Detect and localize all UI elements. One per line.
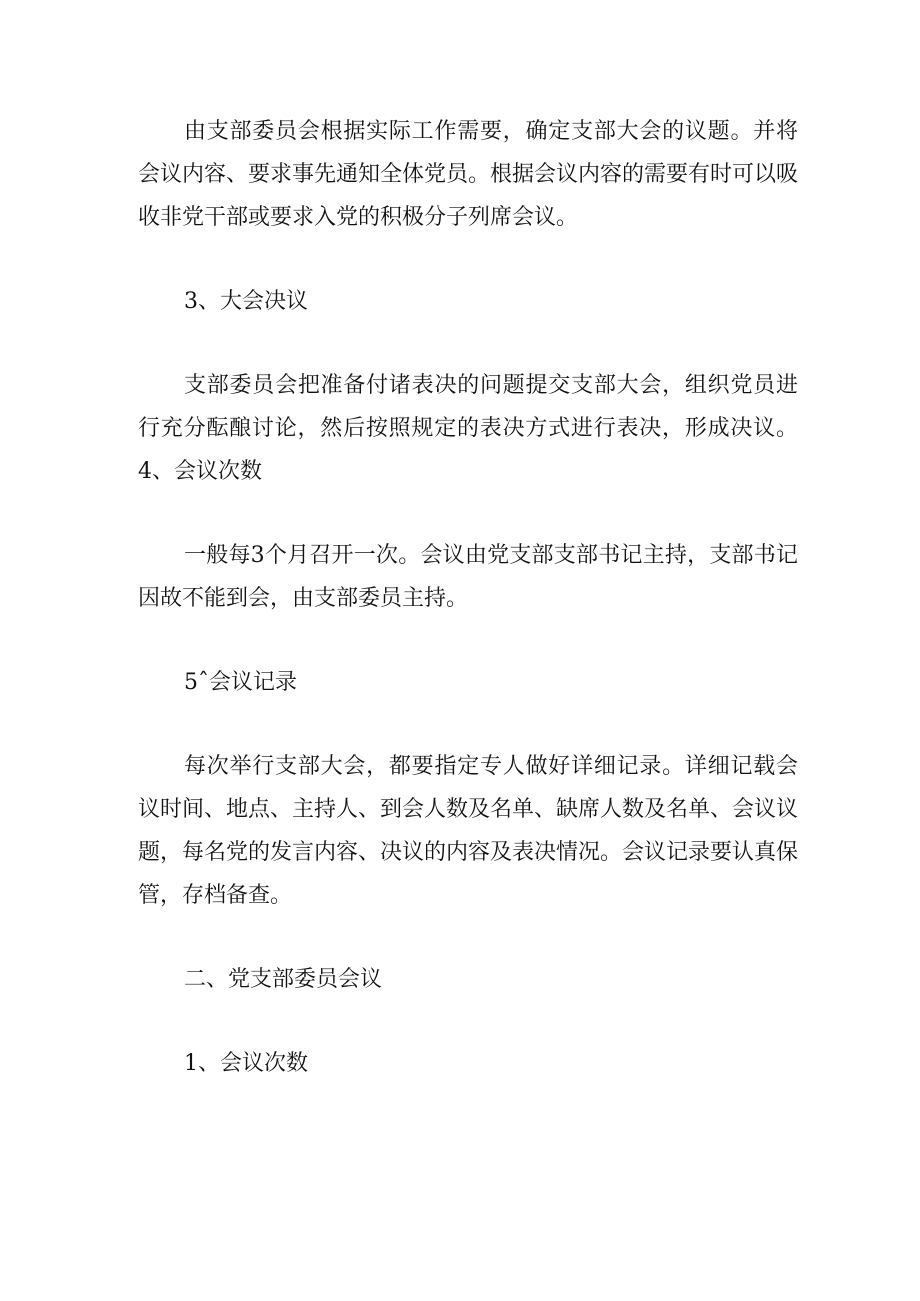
paragraph-agenda: 由支部委员会根据实际工作需要，确定支部大会的议题。并将会议内容、要求事先通知全体党员。根据会议内容的需要有时可以吸收非党干部或要求入党的积极分子列席会议。 bbox=[138, 119, 799, 230]
document-body bbox=[138, 110, 798, 1085]
paragraph-minutes: 每次举行支部大会，都要指定专人做好详细记录。详细记载会议时间、地点、主持人、到会人数及名单、缺席人数及名单、会议议题，每名党的发言内容、决议的内容及表决情况。会议记录要认真保管，存档备查。 bbox=[138, 754, 799, 908]
heading-minutes: 5ˆ会议记录 bbox=[184, 670, 297, 695]
heading-committee-meeting: 二、党支部委员会议 bbox=[184, 967, 383, 992]
paragraph-frequency: 一般每3个月召开一次。会议由党支部支部书记主持，支部书记因故不能到会，由支部委员主持。 bbox=[138, 543, 798, 611]
heading-meeting-frequency: 1、会议次数 bbox=[184, 1051, 308, 1076]
heading-resolution: 3、大会决议 bbox=[184, 289, 308, 314]
paragraph-resolution: 支部委员会把准备付诸表决的问题提交支部大会，组织党员进行充分酝酿讨论，然后按照规定的表决方式进行表决，形成决议。4、会议次数 bbox=[138, 373, 798, 484]
